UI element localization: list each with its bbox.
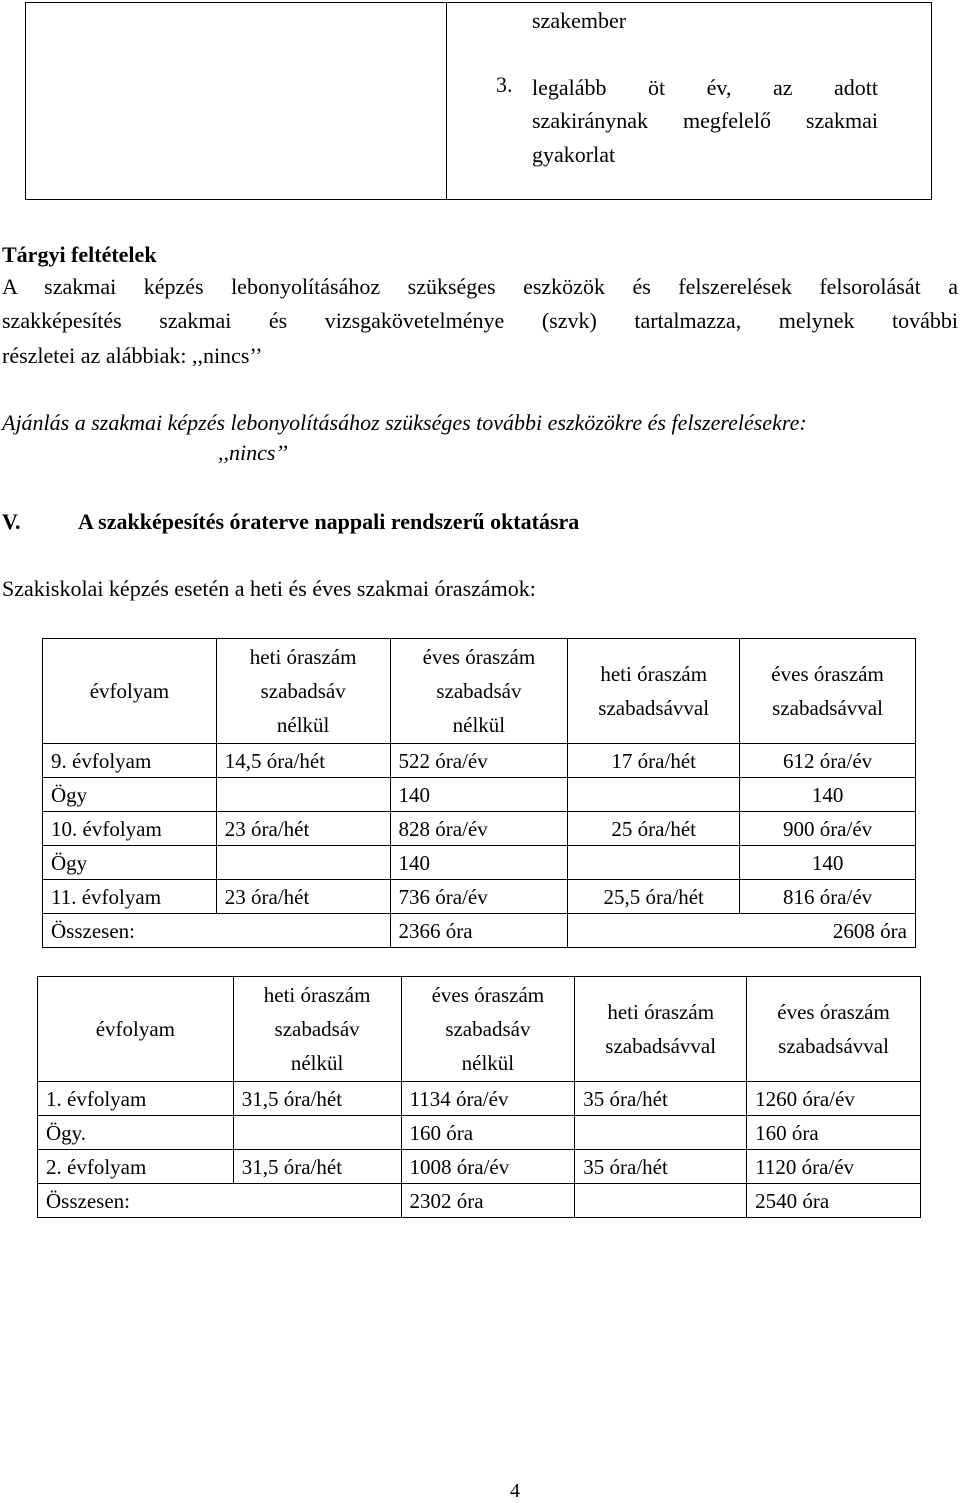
cell: Ögy xyxy=(43,778,217,812)
section-number: V. xyxy=(2,509,21,534)
cell: 1120 óra/év xyxy=(747,1150,921,1184)
table-row xyxy=(43,812,916,846)
cell xyxy=(575,1116,747,1150)
total-annual-with: 2540 óra xyxy=(747,1184,921,1218)
paragraph-line-2: szakképesítés szakmai és vizsgakövetelménye (szvk) tartalmazza, melynek további xyxy=(2,308,958,333)
cell: 1008 óra/év xyxy=(401,1150,575,1184)
cell: 1. évfolyam xyxy=(38,1082,234,1116)
cell: 160 óra xyxy=(401,1116,575,1150)
table-row xyxy=(38,1116,921,1150)
ajanlas-line-2: ,,nincs’’ xyxy=(218,440,288,465)
cell: 140 xyxy=(390,778,568,812)
cell xyxy=(568,846,740,880)
header-eves-szabadsavval: éves óraszám szabadsávval xyxy=(747,977,921,1082)
cell: 23 óra/hét xyxy=(216,880,390,914)
table-header-row xyxy=(38,977,921,1082)
total-label: Összesen: xyxy=(43,914,391,948)
cell xyxy=(233,1116,401,1150)
cell-empty xyxy=(575,1184,747,1218)
section-title-targyi: Tárgyi feltételek xyxy=(2,242,157,267)
cell: 140 xyxy=(740,778,916,812)
item-line-3: gyakorlat xyxy=(532,142,616,167)
cell: 9. évfolyam xyxy=(43,744,217,778)
table-row xyxy=(43,880,916,914)
top-box-line-0: szakember xyxy=(532,8,627,33)
cell: 140 xyxy=(390,846,568,880)
cell: 25,5 óra/hét xyxy=(568,880,740,914)
cell: 612 óra/év xyxy=(740,744,916,778)
cell: 23 óra/hét xyxy=(216,812,390,846)
table-intro: Szakiskolai képzés esetén a heti és éves szakmai óraszámok: xyxy=(2,576,536,601)
table-row xyxy=(38,1150,921,1184)
section-title: A szakképesítés óraterve nappali rendszerű oktatásra xyxy=(78,509,580,534)
section-heading-v xyxy=(2,509,579,535)
item-number: 3. xyxy=(496,72,513,97)
cell: 35 óra/hét xyxy=(575,1150,747,1184)
cell: 31,5 óra/hét xyxy=(233,1082,401,1116)
table-row xyxy=(43,778,916,812)
item-line-1: legalább öt év, az adott xyxy=(532,75,878,100)
table-column-divider xyxy=(446,3,447,199)
cell: 10. évfolyam xyxy=(43,812,217,846)
table-row xyxy=(38,1082,921,1116)
table-total-row xyxy=(43,914,916,948)
header-eves-szabadsavval: éves óraszám szabadsávval xyxy=(740,639,916,744)
cell: Ögy xyxy=(43,846,217,880)
table-row xyxy=(43,744,916,778)
cell: 140 xyxy=(740,846,916,880)
header-heti-szabadsavval: heti óraszám szabadsávval xyxy=(575,977,747,1082)
cell: 25 óra/hét xyxy=(568,812,740,846)
paragraph-line-1: A szakmai képzés lebonyolításához szükséges eszközök és felszerelések felsorolását a xyxy=(2,274,958,299)
hours-table-szakiskolai xyxy=(42,638,916,948)
header-evfolyam: évfolyam xyxy=(38,977,234,1082)
header-eves-nelkul: éves óraszám szabadsáv nélkül xyxy=(401,977,575,1082)
cell: 35 óra/hét xyxy=(575,1082,747,1116)
total-label: Összesen: xyxy=(38,1184,402,1218)
cell: 1134 óra/év xyxy=(401,1082,575,1116)
cell: 522 óra/év xyxy=(390,744,568,778)
total-annual-with: 2608 óra xyxy=(568,914,916,948)
cell: 736 óra/év xyxy=(390,880,568,914)
cell xyxy=(568,778,740,812)
total-annual: 2302 óra xyxy=(401,1184,575,1218)
header-heti-nelkul: heti óraszám szabadsáv nélkül xyxy=(216,639,390,744)
cell: 816 óra/év xyxy=(740,880,916,914)
paragraph-line-3: részletei az alábbiak: ,,nincs’’ xyxy=(2,343,263,368)
cell xyxy=(216,778,390,812)
table-header-row xyxy=(43,639,916,744)
cell: 900 óra/év xyxy=(740,812,916,846)
cell: 31,5 óra/hét xyxy=(233,1150,401,1184)
cell: 2. évfolyam xyxy=(38,1150,234,1184)
header-eves-nelkul: éves óraszám szabadsáv nélkül xyxy=(390,639,568,744)
page-number: 4 xyxy=(510,1480,520,1502)
total-annual: 2366 óra xyxy=(390,914,568,948)
cell: Ögy. xyxy=(38,1116,234,1150)
cell: 160 óra xyxy=(747,1116,921,1150)
header-heti-nelkul: heti óraszám szabadsáv nélkül xyxy=(233,977,401,1082)
cell: 11. évfolyam xyxy=(43,880,217,914)
hours-table-second xyxy=(37,976,921,1218)
cell: 17 óra/hét xyxy=(568,744,740,778)
cell: 828 óra/év xyxy=(390,812,568,846)
ajanlas-line-1: Ajánlás a szakmai képzés lebonyolításához szükséges további eszközökre és felszerelésekre: xyxy=(2,410,807,435)
table-total-row xyxy=(38,1184,921,1218)
cell: 1260 óra/év xyxy=(747,1082,921,1116)
header-heti-szabadsavval: heti óraszám szabadsávval xyxy=(568,639,740,744)
cell: 14,5 óra/hét xyxy=(216,744,390,778)
item-line-2: szakiránynak megfelelő szakmai xyxy=(532,108,878,133)
table-row xyxy=(43,846,916,880)
header-evfolyam: évfolyam xyxy=(43,639,217,744)
cell xyxy=(216,846,390,880)
